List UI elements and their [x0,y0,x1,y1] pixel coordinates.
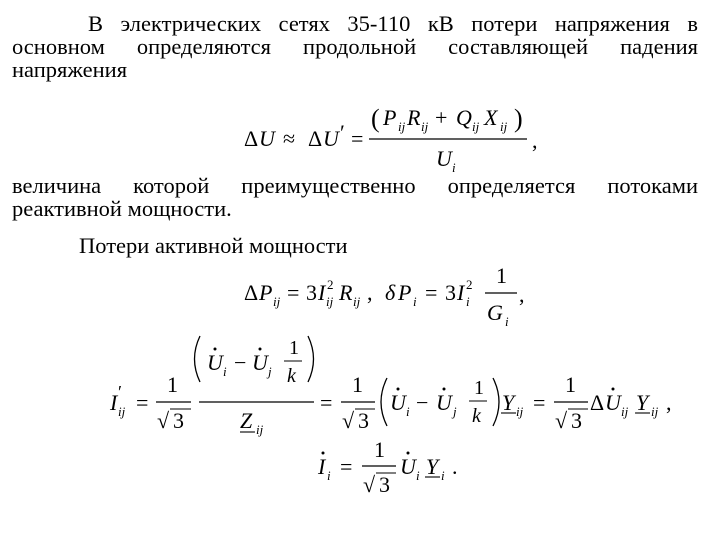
eq1-R: R [407,105,421,130]
eq2-P2: P [398,280,412,305]
eq1-Q-sub: ij [472,119,480,134]
eq2-three2: 3 [445,280,456,305]
eq4-period: . [452,454,458,479]
intro-line-2: основном определяются продольной составляющей падения [12,34,698,59]
eq2-P2-sub: i [413,294,417,309]
eq2-frac-den: G [487,300,503,325]
intro-line-3: напряжения [12,57,128,82]
eq3-U5-sub: ij [621,404,629,419]
eq1-den-U: U [436,146,452,171]
eq3-I: I [110,390,118,415]
eq2-frac-num: 1 [496,263,507,288]
eq1-P: P [383,105,397,130]
eq3-delta: Δ [590,390,605,415]
eq1-lhs-U: U [259,126,275,151]
eq3-three2: 3 [358,408,369,433]
middle-line-2: реактивной мощности. [12,196,232,221]
eq4-U-sub: i [416,468,420,483]
intro-line-1: В электрических сетях 35-110 кВ потери напряжения в [88,11,698,36]
eq2-equals2: = [425,280,438,305]
eq4-I: I [318,454,326,479]
eq2-delta1: Δ [244,280,259,305]
formula-active-power-loss [244,263,525,329]
eq3-comma: , [666,390,672,415]
eq4-Y-sub: i [441,468,445,483]
eq2-I1-sup: 2 [327,277,334,292]
eq2-R: R [339,280,353,305]
eq3-U5: U [605,390,621,415]
eq3-U2-dot [259,348,262,351]
eq3-paren2-close [493,378,499,426]
eq3-Y2-sub: ij [651,404,659,419]
eq3-big-open-paren [195,336,201,382]
eq3-U1-sub: i [223,364,227,379]
eq1-equals: = [351,126,364,151]
eq4-Y: Y [426,454,439,479]
eq3-one3: 1 [565,372,576,397]
eq3-U3-dot [397,388,400,391]
eq3-equals3: = [533,390,546,415]
eq3-one2: 1 [352,372,363,397]
formula-node-current [317,437,458,497]
eq3-paren2-open [381,378,387,426]
eq3-minus2: − [416,390,429,415]
eq3-sqrt2: √ [342,408,355,433]
eq2-I1: I [318,280,326,305]
eq4-equals: = [340,454,353,479]
eq3-Y2: Y [636,390,649,415]
eq2-R-sub: ij [353,294,361,309]
eq3-big-close-paren [308,336,314,382]
eq3-equals1: = [136,390,149,415]
eq2-I2: I [457,280,465,305]
eq2-comma1: , [367,280,373,305]
eq3-U3: U [390,390,406,415]
eq3-U2: U [252,350,268,375]
eq4-sqrt: √ [363,472,376,497]
eq1-P-sub: ij [398,119,406,134]
eq4-I-dot [322,452,325,455]
eq1-plus: + [435,105,448,130]
eq3-Z-sub: ij [256,422,264,437]
eq2-three1: 3 [306,280,317,305]
eq3-three3: 3 [571,408,582,433]
eq3-three1: 3 [173,408,184,433]
eq3-I-sub: ij [118,404,126,419]
eq1-comma: , [532,128,538,153]
eq3-equals2: = [320,390,333,415]
eq3-k2-num: 1 [474,377,484,399]
eq2-P-sub: ij [273,294,281,309]
eq3-Z: Z [240,408,253,433]
eq4-three: 3 [379,472,390,497]
eq1-close-paren: ) [514,104,523,133]
eq2-P: P [259,280,273,305]
eq1-lhs-delta: Δ [244,126,259,151]
eq4-I-sub: i [327,468,331,483]
eq2-I1-sub: ij [326,294,334,309]
eq3-k-den: k [287,365,296,387]
eq1-open-paren: ( [371,104,380,133]
formula-voltage-drop [244,104,538,175]
eq1-rhs-delta: Δ [308,126,323,151]
eq3-k-num: 1 [289,337,299,359]
eq1-X-sub: ij [500,119,508,134]
eq2-comma2: , [519,282,525,307]
eq3-U3-sub: i [406,404,410,419]
eq2-equals1: = [287,280,300,305]
eq3-Y-sub: ij [516,404,524,419]
eq3-Y: Y [502,390,515,415]
eq4-U: U [400,454,416,479]
eq2-I2-sup: 2 [466,277,473,292]
eq3-U1: U [207,350,223,375]
eq3-sqrt3: √ [555,408,568,433]
eq1-den-sub: i [452,160,456,175]
eq3-minus1: − [234,350,247,375]
eq1-rhs-U: U [323,126,339,151]
eq3-U5-dot [612,388,615,391]
eq1-approx: ≈ [283,126,296,151]
eq2-I2-sub: i [466,294,470,309]
eq3-U4: U [436,390,452,415]
active-power-heading: Потери активной мощности [79,233,348,258]
eq1-R-sub: ij [421,119,429,134]
eq2-frac-den-sub: i [505,314,509,329]
eq1-Q: Q [456,105,472,130]
eq1-prime: ′ [340,120,345,145]
eq3-sqrt1: √ [157,408,170,433]
eq3-I-prime: ′ [118,382,122,402]
middle-line-1: величина которой преимущественно определяется потоками [12,173,698,198]
eq3-one1: 1 [167,372,178,397]
eq1-X: X [484,105,498,130]
eq3-U2-sub: j [268,364,272,379]
eq3-U1-dot [214,348,217,351]
eq2-delta2: δ [385,280,396,305]
eq4-U-dot [407,452,410,455]
eq3-U4-dot [443,388,446,391]
eq3-U4-sub: j [453,404,457,419]
eq4-one: 1 [374,437,385,462]
formula-branch-current [109,336,672,437]
eq3-k2-den: k [472,405,481,427]
